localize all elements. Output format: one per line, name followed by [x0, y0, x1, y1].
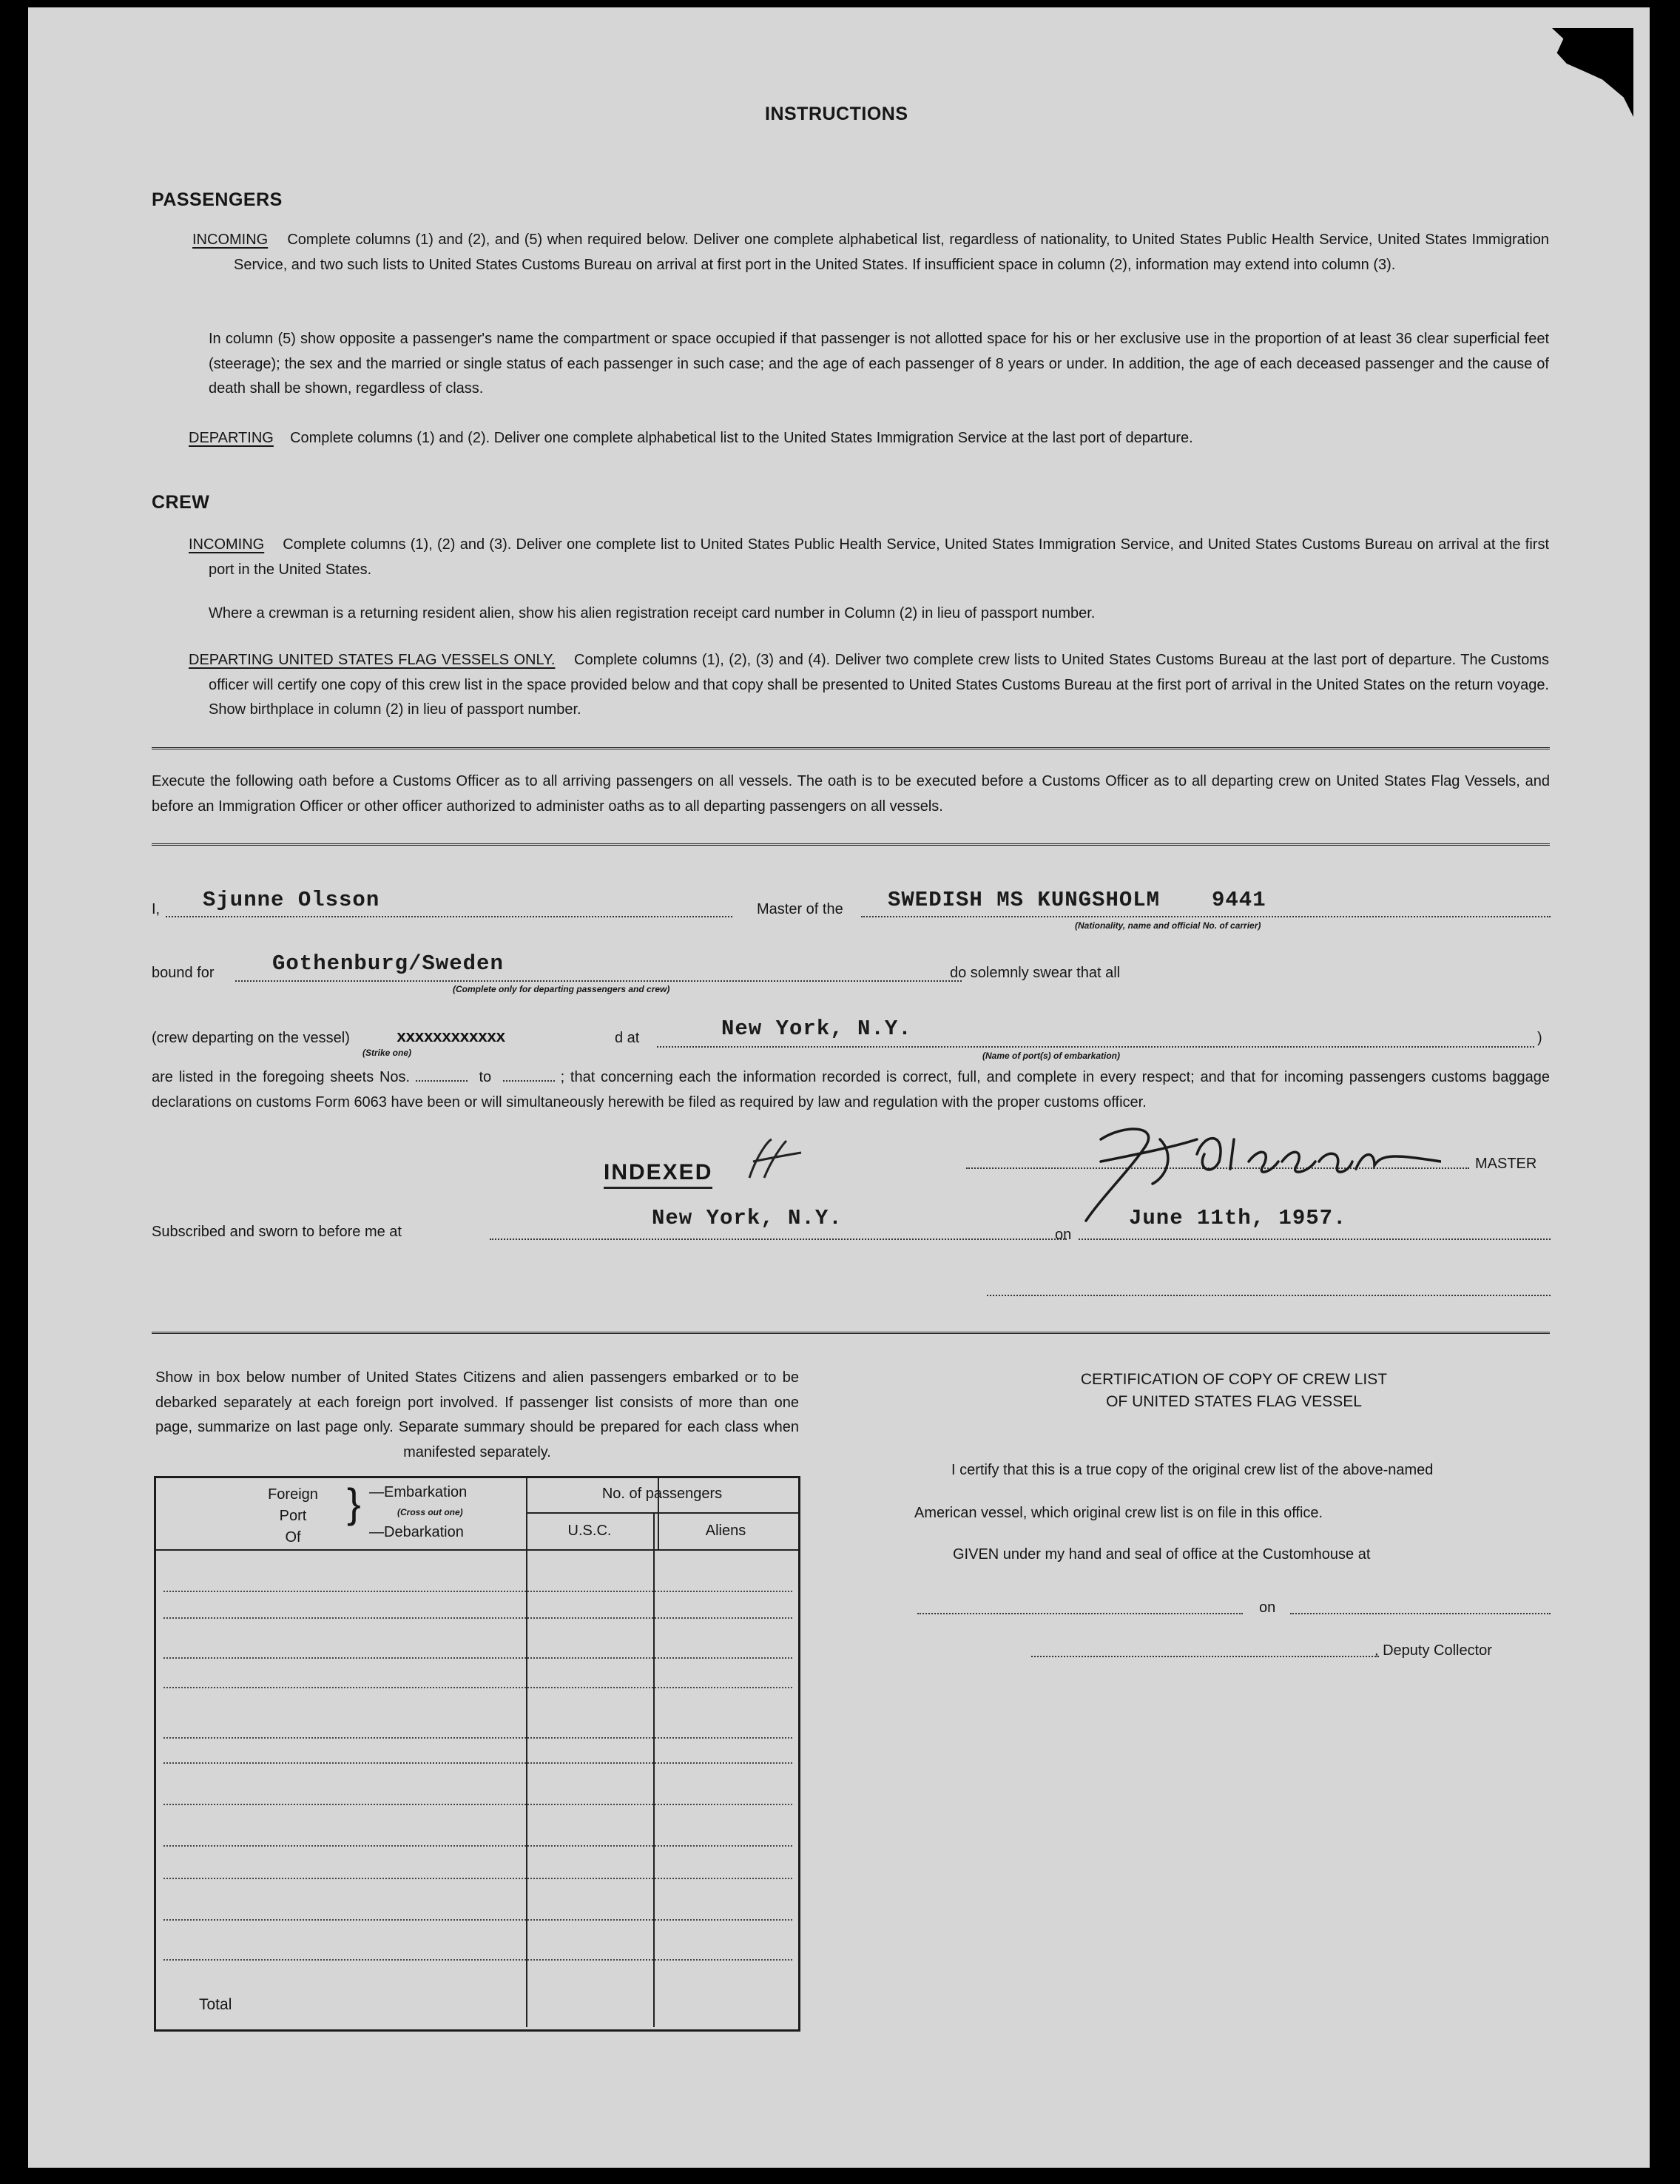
table-row[interactable]	[163, 1845, 792, 1847]
vessel-note: (Nationality, name and official No. of carrier)	[1075, 920, 1261, 931]
sworn-date[interactable]: June 11th, 1957.	[1129, 1206, 1347, 1230]
certification-line2: American vessel, which original crew list is on file in this office.	[914, 1505, 1323, 1521]
subscribed-label: Subscribed and sworn to before me at	[152, 1224, 402, 1240]
crew-incoming-label: INCOMING	[189, 536, 265, 553]
brace: }	[347, 1480, 361, 1526]
vessel-name[interactable]: SWEDISH MS KUNGSHOLM	[888, 888, 1161, 912]
header-rule	[156, 1549, 798, 1551]
passengers-departing-paragraph	[189, 426, 1550, 451]
indexed-stamp: INDEXED	[604, 1160, 712, 1189]
indexed-initials	[742, 1133, 809, 1185]
foreign-label: Foreign	[268, 1486, 318, 1503]
certification-heading-line1: CERTIFICATION OF COPY OF CREW LIST	[1080, 1371, 1388, 1388]
torn-corner	[1552, 28, 1633, 117]
certification-date-line[interactable]	[1290, 1613, 1551, 1614]
crew-heading: CREW	[152, 492, 210, 513]
passengers-incoming-text: Complete columns (1) and (2), and (5) when required below. Deliver one complete alphabetical list, regardless of nationality, to United States Public Health Service, United States Immigration Service, and two such lists to United States Customs Bureau on arrival at first port in the United States. If insufficient space in column (2), information may extend into column (3).	[234, 232, 1549, 273]
table-row[interactable]	[163, 1919, 792, 1921]
customhouse-line[interactable]	[917, 1613, 1243, 1614]
header-rule	[526, 1512, 798, 1514]
strike-note: (Strike one)	[362, 1048, 412, 1058]
summary-instructions: Show in box below number of United States Citizens and alien passengers embarked or to be debarked separately at each foreign port involved. If passenger list consists of more than one page, summarize on last page only. Separate summary should be prepared for each class when manifested separately.	[155, 1369, 799, 1460]
certification-line3: GIVEN under my hand and seal of office at the Customhouse at	[953, 1546, 1371, 1563]
certification-heading-line2: OF UNITED STATES FLAG VESSEL	[1106, 1393, 1362, 1410]
passengers-incoming-paragraph	[192, 228, 1549, 277]
oath-instruction: Execute the following oath before a Customs Officer as to all arriving passengers on all vessels. The oath is to be executed before a Customs Officer as to all departing crew on United States Flag Vessels, and before an Immigration Officer or other officer authorized to administer oaths as to all departing passengers on all vessels.	[152, 773, 1550, 815]
officer-signature-line[interactable]	[987, 1295, 1551, 1296]
crew-departing-paragraph	[189, 648, 1549, 723]
col-divider	[653, 1512, 655, 2027]
embarkation-port[interactable]: New York, N.Y.	[721, 1017, 912, 1041]
page-title: INSTRUCTIONS	[765, 104, 908, 124]
usc-header: U.S.C.	[567, 1523, 612, 1539]
i-label: I,	[152, 901, 161, 917]
port-note: (Name of port(s) of embarkation)	[982, 1051, 1121, 1061]
debarkation-label: —Debarkation	[369, 1524, 464, 1540]
to-label: to	[479, 1069, 492, 1085]
on-label: on	[1055, 1227, 1072, 1243]
embarkation-label: —Embarkation	[369, 1484, 468, 1500]
table-row[interactable]	[163, 1737, 792, 1739]
passengers-departing-text: Complete columns (1) and (2). Deliver one complete alphabetical list to the United States Immigration Service at the last port of departure.	[290, 430, 1193, 446]
table-row[interactable]	[163, 1687, 792, 1688]
crew-departing-label: (crew departing on the vessel)	[152, 1030, 350, 1046]
master-name-line	[166, 916, 732, 917]
bound-for-label: bound for	[152, 965, 215, 981]
official-number[interactable]: 9441	[1212, 888, 1266, 912]
table-row[interactable]	[163, 1762, 792, 1764]
col-divider	[526, 1478, 527, 2027]
certification-line1: I certify that this is a true copy of the original crew list of the above-named	[951, 1462, 1434, 1478]
certification-heading	[1019, 1369, 1448, 1413]
master-title: MASTER	[1475, 1156, 1537, 1172]
document-page	[28, 7, 1650, 2168]
certification-on-label: on	[1259, 1600, 1276, 1616]
sworn-at-value[interactable]: New York, N.Y.	[652, 1206, 843, 1230]
close-paren: )	[1537, 1030, 1542, 1046]
master-of-label: Master of the	[757, 901, 843, 917]
divider	[152, 1332, 1550, 1337]
no-passengers-header: No. of passengers	[601, 1486, 723, 1502]
crew-incoming-paragraph	[189, 533, 1549, 582]
column5-paragraph: In column (5) show opposite a passenger's name the compartment or space occupied if that passenger is not allotted space for his or her exclusive use in the proportion of at least 36 clear superficial feet (steerage); the sex and the married or single status of each passenger in such case; and the age of each passenger of 8 years or under. In addition, the age of each deceased passenger and the cause of death shall be shown, regardless of class.	[209, 331, 1549, 397]
passengers-departing-label: DEPARTING	[189, 430, 274, 446]
divider	[152, 747, 1550, 752]
table-row[interactable]	[163, 1617, 792, 1619]
crew-incoming-text: Complete columns (1), (2) and (3). Deliver one complete list to United States Public Health Service, United States Immigration Service, and United States Customs Bureau on arrival at the first port in the United States.	[209, 536, 1549, 578]
struck-text: xxxxxxxxxxxx	[397, 1028, 505, 1047]
sworn-at-line	[490, 1238, 1067, 1240]
port-line	[657, 1046, 1534, 1048]
bound-for-line	[235, 980, 962, 982]
table-row[interactable]	[163, 1878, 792, 1879]
bound-note: (Complete only for departing passengers and crew)	[453, 984, 670, 994]
passengers-heading: PASSENGERS	[152, 189, 283, 210]
aliens-header: Aliens	[705, 1523, 746, 1539]
divider	[152, 843, 1550, 849]
sheets-paragraph	[152, 1065, 1550, 1115]
of-label: Of	[285, 1529, 301, 1546]
total-label: Total	[199, 1996, 232, 2013]
vessel-line	[861, 916, 1551, 917]
table-row[interactable]	[163, 1657, 792, 1659]
sheets-to-blank[interactable]	[503, 1068, 555, 1082]
crew-resident-paragraph: Where a crewman is a returning resident alien, show his alien registration receipt card number in Column (2) in lieu of passport number.	[209, 605, 1096, 621]
d-at-label: d at	[615, 1030, 640, 1046]
sworn-date-line	[1079, 1238, 1551, 1240]
passenger-summary-table	[154, 1476, 800, 2032]
sheets-prefix: are listed in the foregoing sheets Nos.	[152, 1069, 411, 1085]
bound-for-value[interactable]: Gothenburg/Sweden	[272, 951, 504, 976]
sheets-from-blank[interactable]	[416, 1068, 468, 1082]
crew-departing-text: Complete columns (1), (2), (3) and (4). Deliver two complete crew lists to United States Customs Bureau at the last port of departure. The Customs officer will certify one copy of this crew list in the space provided below and that copy shall be presented to United States Customs Bureau at the first port of arrival in the United States on the return voyage. Show birthplace in column (2) in lieu of passport number.	[209, 652, 1549, 718]
table-row[interactable]	[163, 1959, 792, 1961]
passengers-incoming-label: INCOMING	[192, 232, 269, 248]
swear-label: do solemnly swear that all	[950, 965, 1121, 981]
table-row[interactable]	[163, 1804, 792, 1805]
port-header	[237, 1484, 348, 1548]
table-row[interactable]	[163, 1591, 792, 1592]
cross-out-note: (Cross out one)	[397, 1507, 463, 1517]
crew-departing-label: DEPARTING UNITED STATES FLAG VESSELS ONLY.	[189, 652, 556, 668]
deputy-signature-line[interactable]	[1031, 1656, 1379, 1657]
deputy-collector-label: , Deputy Collector	[1374, 1642, 1492, 1659]
master-name[interactable]: Sjunne Olsson	[203, 888, 380, 912]
sheets-text: ; that concerning each the information recorded is correct, full, and complete in every respect; and that for incoming passengers customs baggage declarations on customs Form 6063 have been or will simultaneously herewith be filed as required by law and regulation with the proper customs officer.	[152, 1069, 1551, 1110]
port-label: Port	[279, 1508, 307, 1524]
